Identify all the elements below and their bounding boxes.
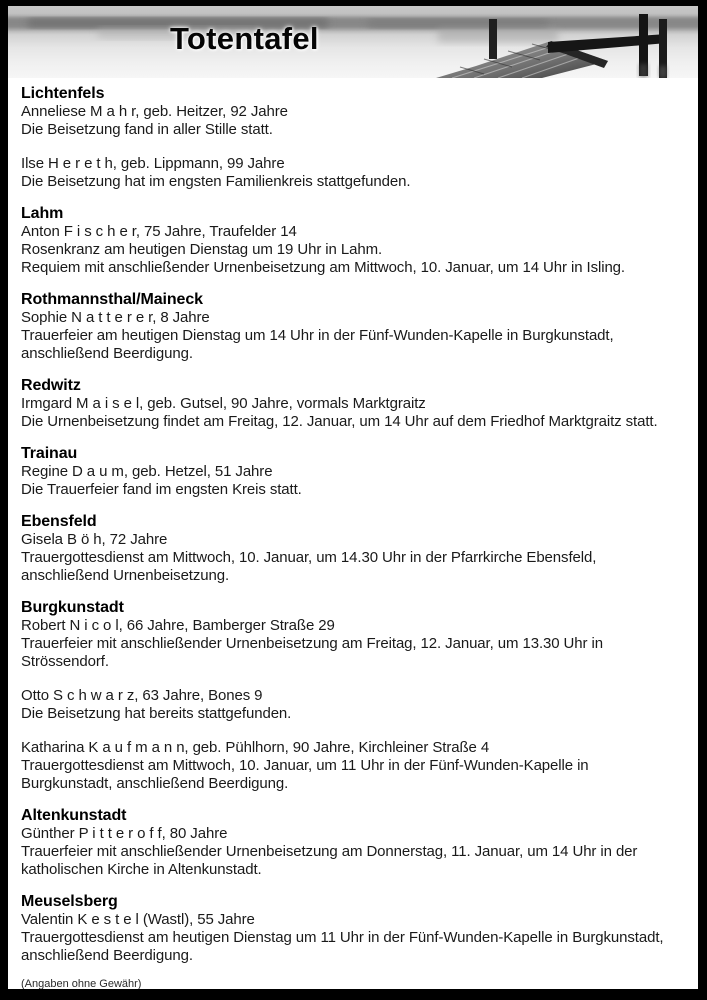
notice-detail-line: Trauergottesdienst am Mittwoch, 10. Januar, um 11 Uhr in der Fünf-Wunden-Kapelle in xyxy=(21,757,589,774)
section-title: Lichtenfels xyxy=(21,85,105,102)
notice-detail-line: Trauerfeier mit anschließender Urnenbeisetzung am Donnerstag, 11. Januar, um 14 Uhr in der xyxy=(21,843,638,860)
disclaimer-note: (Angaben ohne Gewähr) xyxy=(21,978,142,989)
deceased-name-line: Otto S c h w a r z, 63 Jahre, Bones 9 xyxy=(21,687,263,704)
notice-detail-line: anschließend Beerdigung. xyxy=(21,345,193,362)
notice-detail-line: Rosenkranz am heutigen Dienstag um 19 Uhr in Lahm. xyxy=(21,241,383,258)
totentafel-board xyxy=(8,6,698,989)
section-title: Rothmannsthal/Maineck xyxy=(21,291,203,308)
notice-detail-line: Strössendorf. xyxy=(21,653,109,670)
deceased-name-line: Regine D a u m, geb. Hetzel, 51 Jahre xyxy=(21,463,273,480)
section-title: Meuselsberg xyxy=(21,893,118,910)
death-notice-entry xyxy=(21,463,684,499)
lake-dock-photo xyxy=(8,6,698,78)
notice-detail-line: Trauerfeier mit anschließender Urnenbeisetzung am Freitag, 12. Januar, um 13.30 Uhr in xyxy=(21,635,603,652)
page-title: Totentafel xyxy=(170,21,319,56)
notice-section xyxy=(21,806,684,879)
notice-detail-line: Die Beisetzung fand in aller Stille statt. xyxy=(21,121,273,138)
notice-detail-line: Burgkunstadt, anschließend Beerdigung. xyxy=(21,775,289,792)
section-title: Ebensfeld xyxy=(21,513,97,530)
sections xyxy=(21,84,684,965)
section-title: Burgkunstadt xyxy=(21,599,124,616)
section-title: Lahm xyxy=(21,205,64,222)
header-banner xyxy=(8,6,698,78)
death-notice-entry xyxy=(21,155,684,191)
death-notice-entry xyxy=(21,687,684,723)
section-title: Redwitz xyxy=(21,377,81,394)
death-notice-entry xyxy=(21,309,684,363)
notice-detail-line: Requiem mit anschließender Urnenbeisetzung am Mittwoch, 10. Januar, um 14 Uhr in Isling. xyxy=(21,259,625,276)
notice-detail-line: Die Beisetzung hat bereits stattgefunden. xyxy=(21,705,292,722)
notice-detail-line: anschließend Beerdigung. xyxy=(21,947,193,964)
deceased-name-line: Robert N i c o l, 66 Jahre, Bamberger Straße 29 xyxy=(21,617,335,634)
notice-section xyxy=(21,512,684,585)
notice-detail-line: Die Trauerfeier fand im engsten Kreis statt. xyxy=(21,481,302,498)
death-notice-entry xyxy=(21,223,684,277)
deceased-name-line: Günther P i t t e r o f f, 80 Jahre xyxy=(21,825,228,842)
section-title: Trainau xyxy=(21,445,78,462)
notice-detail-line: anschließend Urnenbeisetzung. xyxy=(21,567,230,584)
death-notice-entry xyxy=(21,617,684,671)
section-title: Altenkunstadt xyxy=(21,807,127,824)
notice-section xyxy=(21,290,684,363)
deceased-name-line: Anneliese M a h r, geb. Heitzer, 92 Jahre xyxy=(21,103,288,120)
deceased-name-line: Anton F i s c h e r, 75 Jahre, Traufelder 14 xyxy=(21,223,297,240)
death-notice-entry xyxy=(21,825,684,879)
deceased-name-line: Irmgard M a i s e l, geb. Gutsel, 90 Jahre, vormals Marktgraitz xyxy=(21,395,426,412)
notice-detail-line: Trauergottesdienst am Mittwoch, 10. Januar, um 14.30 Uhr in der Pfarrkirche Ebensfeld, xyxy=(21,549,597,566)
death-notice-entry xyxy=(21,911,684,965)
notice-section xyxy=(21,84,684,191)
notice-section xyxy=(21,598,684,793)
notice-detail-line: Trauerfeier am heutigen Dienstag um 14 Uhr in der Fünf-Wunden-Kapelle in Burgkunstadt, xyxy=(21,327,614,344)
deceased-name-line: Ilse H e r e t h, geb. Lippmann, 99 Jahre xyxy=(21,155,285,172)
notice-detail-line: katholischen Kirche in Altenkunstadt. xyxy=(21,861,262,878)
notice-section xyxy=(21,892,684,965)
deceased-name-line: Gisela B ö h, 72 Jahre xyxy=(21,531,168,548)
notice-detail-line: Trauergottesdienst am heutigen Dienstag um 11 Uhr in der Fünf-Wunden-Kapelle in Burgkunstadt, xyxy=(21,929,664,946)
notices-content xyxy=(8,78,698,989)
notice-section xyxy=(21,444,684,499)
notice-detail-line: Die Urnenbeisetzung findet am Freitag, 12. Januar, um 14 Uhr auf dem Friedhof Marktgraitz statt. xyxy=(21,413,658,430)
deceased-name-line: Valentin K e s t e l (Wastl), 55 Jahre xyxy=(21,911,255,928)
death-notice-entry xyxy=(21,531,684,585)
notice-detail-line: Die Beisetzung hat im engsten Familienkreis stattgefunden. xyxy=(21,173,411,190)
death-notice-entry xyxy=(21,395,684,431)
deceased-name-line: Sophie N a t t e r e r, 8 Jahre xyxy=(21,309,210,326)
death-notice-entry xyxy=(21,739,684,793)
deceased-name-line: Katharina K a u f m a n n, geb. Pühlhorn, 90 Jahre, Kirchleiner Straße 4 xyxy=(21,739,490,756)
notice-section xyxy=(21,376,684,431)
notice-section xyxy=(21,204,684,277)
death-notice-entry xyxy=(21,103,684,139)
